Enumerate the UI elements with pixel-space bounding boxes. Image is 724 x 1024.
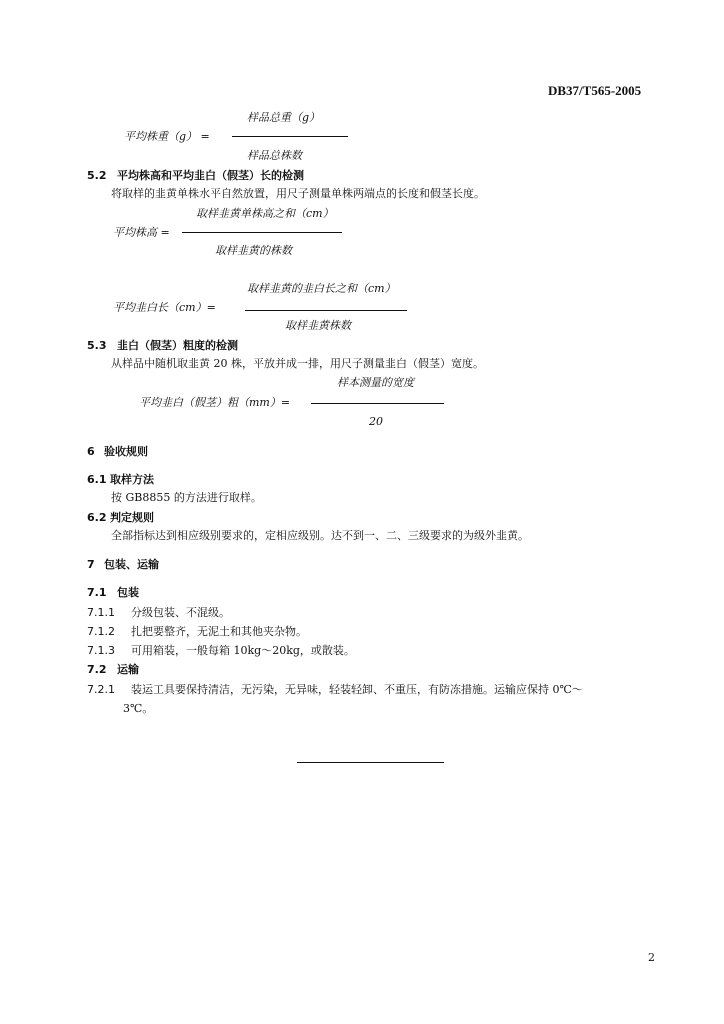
formula-length-numerator: 取样韭黄的韭白长之和（cm） [247, 282, 396, 295]
formula-weight-numerator: 样品总重（g） [247, 111, 321, 124]
section-5-3-text: 从样品中随机取韭黄 20 株，平放并成一排，用尺子测量韭白（假茎）宽度。 [111, 357, 484, 370]
section-7-1-3-text: 可用箱装，一般每箱 10kg～20kg，或散装。 [131, 644, 355, 657]
section-6-number: 6 [87, 445, 95, 458]
section-7-2-1-text: 装运工具要保持清洁，无污染，无异味，轻装轻卸、不重压，有防冻措施。运输应保持 0℃～ [131, 683, 583, 696]
section-7-2-1-text-cont: 3℃。 [123, 702, 154, 715]
section-6-1-text: 按 GB8855 的方法进行取样。 [111, 491, 262, 504]
section-7-2-title: 运输 [117, 663, 139, 676]
section-7-1-3-number: 7.1.3 [87, 644, 115, 657]
section-7-title: 包装、运输 [104, 558, 159, 571]
section-5-2-text: 将取样的韭黄单株水平自然放置，用尺子测量单株两端点的长度和假茎长度。 [111, 187, 485, 200]
page-number: 2 [648, 951, 655, 964]
formula-thickness-numerator: 样本测量的宽度 [337, 376, 414, 389]
formula-thickness-label: 平均韭白（假茎）粗（mm）= [139, 396, 291, 409]
section-6-1-number: 6.1 [87, 473, 107, 486]
formula-length-denominator: 取样韭黄株数 [285, 319, 351, 332]
formula-length-fraction-bar [245, 310, 407, 311]
section-6-title: 验收规则 [104, 445, 148, 458]
formula-height-denominator: 取样韭黄的株数 [215, 244, 292, 257]
formula-thickness-fraction-bar [311, 403, 444, 404]
section-6-2-number: 6.2 [87, 511, 107, 524]
section-7-number: 7 [87, 558, 95, 571]
section-7-1-1-text: 分级包装、不混级。 [131, 606, 230, 619]
formula-height-numerator: 取样韭黄单株高之和（cm） [196, 207, 334, 220]
standard-code: DB37/T565-2005 [548, 83, 642, 98]
formula-weight-label: 平均株重（g） = [124, 130, 210, 143]
section-7-1-title: 包装 [117, 586, 139, 599]
section-7-2-number: 7.2 [87, 663, 107, 676]
formula-weight-denominator: 样品总株数 [247, 149, 302, 162]
section-5-3-title: 韭白（假茎）粗度的检测 [117, 339, 238, 352]
section-6-2-text: 全部指标达到相应级别要求的，定相应级别。达不到一、二、三级要求的为级外韭黄。 [111, 529, 529, 542]
section-5-3-number: 5.3 [87, 339, 107, 352]
section-7-1-1-number: 7.1.1 [87, 606, 115, 619]
section-7-1-2-text: 扎把要整齐，无泥土和其他夹杂物。 [131, 625, 307, 638]
section-5-2-title: 平均株高和平均韭白（假茎）长的检测 [117, 169, 304, 182]
section-6-2-title: 判定规则 [110, 511, 154, 524]
section-7-1-2-number: 7.1.2 [87, 625, 115, 638]
section-6-1-title: 取样方法 [110, 473, 154, 486]
end-rule [297, 762, 444, 763]
section-7-2-1-number: 7.2.1 [87, 683, 115, 696]
formula-height-label: 平均株高 = [113, 226, 170, 239]
section-5-2-number: 5.2 [87, 169, 107, 182]
formula-height-fraction-bar [182, 232, 342, 233]
section-7-1-number: 7.1 [87, 586, 107, 599]
formula-length-label: 平均韭白长（cm）= [113, 301, 216, 314]
formula-weight-fraction-bar [232, 136, 348, 137]
formula-thickness-denominator: 20 [369, 415, 383, 428]
